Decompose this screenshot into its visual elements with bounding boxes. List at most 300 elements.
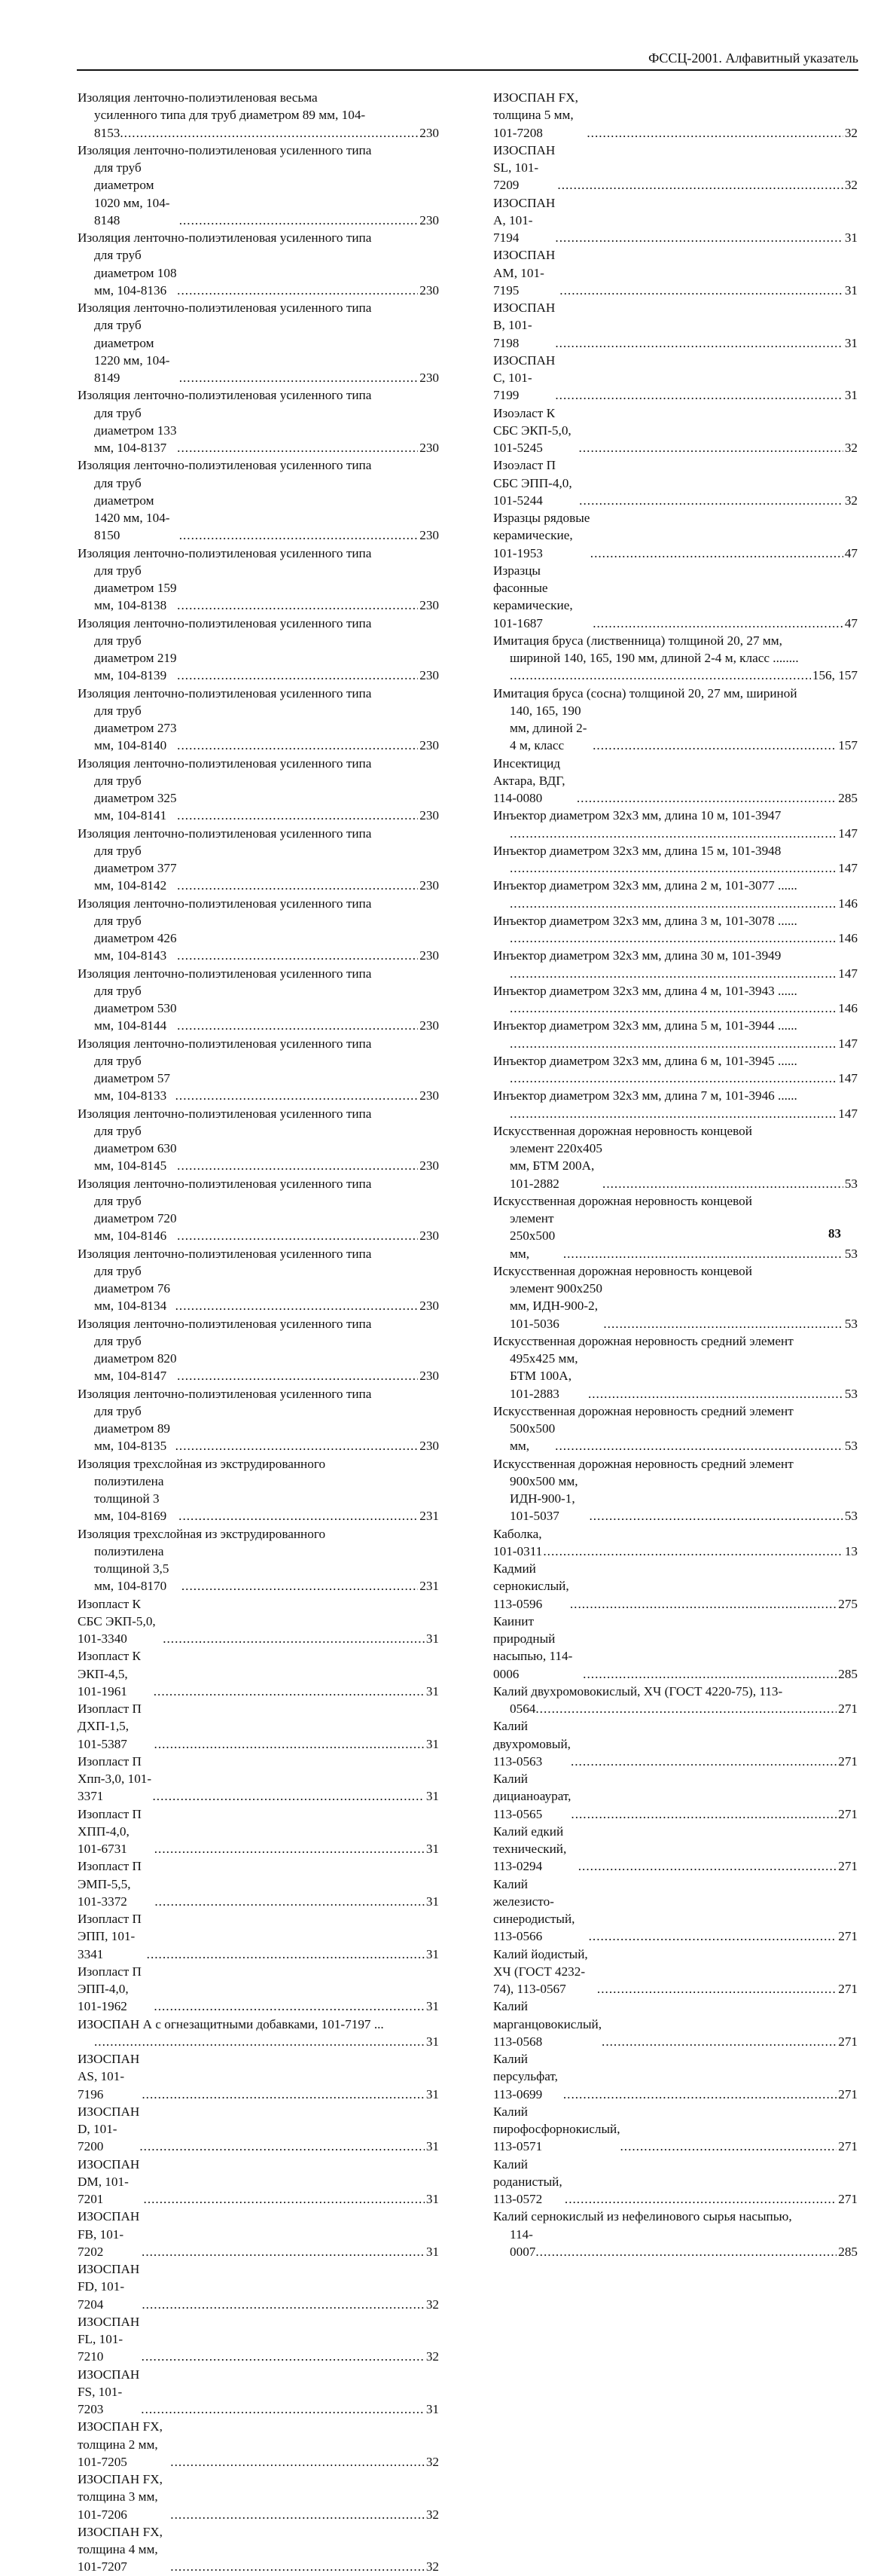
index-entry bbox=[493, 2156, 858, 2208]
index-entry bbox=[493, 1613, 858, 1683]
page-ref: 271 bbox=[838, 1806, 858, 1821]
page-ref: 31 bbox=[844, 388, 858, 403]
entry-text: ИЗОСПАН DM, 101-7201 bbox=[78, 2156, 140, 2206]
leader-dots bbox=[563, 2086, 837, 2103]
leader-dots bbox=[94, 2033, 425, 2050]
index-entry bbox=[493, 1717, 858, 1770]
entry-text: элемент 900x250 мм, ИДН-900-2, 101-5036 bbox=[510, 1281, 602, 1331]
entry-line: Искусственная дорожная неровность концевой bbox=[493, 1123, 752, 1138]
leader-dots bbox=[555, 229, 843, 246]
entry-text: для труб диаметром 57 мм, 104-8133 bbox=[94, 1053, 171, 1103]
entry-last-line bbox=[493, 89, 858, 142]
entry-last-line bbox=[493, 562, 858, 632]
page-ref: 31 bbox=[425, 2402, 439, 2416]
entry-last-line bbox=[78, 2313, 439, 2366]
entry-text: Калий едкий технический, 113-0294 bbox=[493, 1824, 567, 1874]
page-ref: 230 bbox=[419, 878, 439, 893]
index-entry bbox=[78, 1753, 439, 1805]
entry-last-line bbox=[493, 1070, 858, 1087]
index-entry bbox=[493, 2103, 858, 2156]
entry-last-line bbox=[78, 982, 439, 1035]
entry-text: Калий двухромовый, 113-0563 bbox=[493, 1719, 571, 1769]
leader-dots bbox=[559, 282, 843, 299]
index-entry bbox=[78, 1105, 439, 1175]
entry-text: Изопласт П ЭПП, 101-3341 bbox=[78, 1912, 142, 1961]
entry-line: Искусственная дорожная неровность средний элемент bbox=[493, 1333, 794, 1348]
index-entry bbox=[493, 1876, 858, 1946]
entry-line: Имитация бруса (лиственница) толщиной 20, 27 мм, bbox=[493, 633, 782, 648]
leader-dots bbox=[154, 1735, 425, 1753]
leader-dots bbox=[175, 1297, 419, 1314]
page-ref: 271 bbox=[838, 1859, 858, 1874]
page-ref: 156, 157 bbox=[812, 668, 858, 683]
entry-last-line bbox=[493, 352, 858, 404]
entry-last-line bbox=[493, 246, 858, 299]
leader-dots bbox=[177, 947, 418, 964]
page-ref: 230 bbox=[419, 1088, 439, 1103]
entry-last-line bbox=[78, 1192, 439, 1245]
entry-line: Изоляция ленточно-полиэтиленовая весьма bbox=[78, 90, 318, 105]
leader-dots bbox=[510, 965, 837, 982]
leader-dots bbox=[563, 1245, 843, 1262]
entry-line: Изоляция ленточно-полиэтиленовая усиленного типа bbox=[78, 230, 372, 245]
leader-dots bbox=[177, 1367, 418, 1384]
page-ref: 31 bbox=[425, 2086, 439, 2101]
entry-last-line bbox=[493, 1560, 858, 1613]
entry-text: для труб диаметром 108 мм, 104-8136 bbox=[94, 248, 177, 298]
index-entry bbox=[493, 89, 858, 142]
index-entry bbox=[78, 825, 439, 895]
entry-last-line bbox=[78, 1963, 439, 2016]
page-ref: 147 bbox=[838, 861, 858, 875]
page-ref: 285 bbox=[838, 2244, 858, 2259]
index-entry bbox=[493, 1946, 858, 1998]
entry-last-line bbox=[493, 1876, 858, 1946]
entry-line: Изоляция ленточно-полиэтиленовая усиленного типа bbox=[78, 142, 372, 157]
leader-dots bbox=[179, 526, 419, 544]
leader-dots bbox=[577, 789, 837, 807]
entry-line: Инъектор диаметром 32x3 мм, длина 15 м, 101-3948 bbox=[493, 843, 782, 858]
index-entry bbox=[493, 1998, 858, 2050]
entry-line: Изоляция ленточно-полиэтиленовая усиленного типа bbox=[78, 545, 372, 560]
page-ref: 31 bbox=[425, 2192, 439, 2206]
entry-last-line bbox=[78, 1402, 439, 1455]
index-entry bbox=[493, 142, 858, 194]
page-ref: 230 bbox=[419, 1369, 439, 1384]
entry-text: для труб диаметром 630 мм, 104-8145 bbox=[94, 1123, 177, 1174]
index-entry bbox=[493, 194, 858, 247]
entry-text: Калий дицианоаурат, 113-0565 bbox=[493, 1772, 571, 1821]
entry-text: полиэтилена толщиной 3,5 мм, 104-8170 bbox=[94, 1543, 169, 1594]
entry-last-line bbox=[78, 1473, 439, 1525]
entry-text: Калий роданистый, 113-0572 bbox=[493, 2156, 562, 2206]
page-ref: 230 bbox=[419, 371, 439, 385]
entry-line: Инъектор диаметром 32x3 мм, длина 3 м, 101-3078 ...... bbox=[493, 913, 797, 928]
index-entry bbox=[78, 1700, 439, 1753]
index-entry bbox=[78, 2366, 439, 2419]
index-entry bbox=[493, 1525, 858, 1561]
entry-last-line bbox=[493, 142, 858, 194]
entry-last-line bbox=[493, 755, 858, 807]
entry-last-line bbox=[493, 1035, 858, 1052]
leader-dots bbox=[181, 1577, 418, 1595]
page-ref: 32 bbox=[844, 493, 858, 508]
entry-line: Искусственная дорожная неровность концевой bbox=[493, 1263, 752, 1278]
index-entry bbox=[493, 877, 858, 912]
entry-text: ИЗОСПАН В, 101-7198 bbox=[493, 301, 556, 350]
page-ref: 31 bbox=[844, 230, 858, 245]
entry-last-line bbox=[78, 246, 439, 299]
entry-text: для труб диаметром 273 мм, 104-8140 bbox=[94, 703, 177, 753]
entry-last-line bbox=[493, 859, 858, 877]
entry-text: ИЗОСПАН AS, 101-7196 bbox=[78, 2052, 140, 2101]
leader-dots bbox=[620, 2138, 837, 2155]
page-ref: 271 bbox=[838, 2034, 858, 2049]
page-ref: 157 bbox=[838, 738, 858, 753]
page-ref: 32 bbox=[425, 2297, 439, 2312]
entry-line: Инъектор диаметром 32x3 мм, длина 6 м, 101-3945 ...... bbox=[493, 1053, 797, 1068]
entry-text: для труб диаметром 133 мм, 104-8137 bbox=[94, 405, 177, 455]
entry-text: Изопласт П ЭПП-4,0, 101-1962 bbox=[78, 1964, 142, 2014]
page-ref: 271 bbox=[838, 1982, 858, 1996]
leader-dots bbox=[177, 282, 418, 299]
leader-dots bbox=[510, 1070, 837, 1087]
entry-text: для труб диаметром 1020 мм, 104-8148 bbox=[94, 160, 170, 227]
page-ref: 230 bbox=[419, 441, 439, 455]
entry-text: Калий марганцовокислый, 113-0568 bbox=[493, 1999, 602, 2049]
entry-text: Изопласт К СБС ЭКП-5,0, 101-3340 bbox=[78, 1596, 156, 1646]
page-ref: 53 bbox=[844, 1246, 858, 1261]
entry-text: ИЗОСПАН FS, 101-7203 bbox=[78, 2367, 140, 2416]
index-entry bbox=[78, 1910, 439, 1963]
leader-dots bbox=[510, 1000, 837, 1017]
page-ref: 271 bbox=[838, 1753, 858, 1769]
entry-line: Имитация бруса (сосна) толщиной 20, 27 мм, шириной bbox=[493, 685, 797, 700]
entry-last-line bbox=[78, 1332, 439, 1385]
page-ref: 31 bbox=[425, 1631, 439, 1646]
page-ref: 53 bbox=[844, 1176, 858, 1191]
entry-last-line bbox=[493, 2226, 858, 2261]
leader-dots bbox=[578, 1857, 837, 1875]
leader-dots bbox=[571, 1805, 837, 1823]
entry-last-line bbox=[78, 2033, 439, 2050]
entry-text: ИЗОСПАН FX, толщина 3 мм, 101-7206 bbox=[78, 2472, 163, 2522]
entry-text: ИЗОСПАН SL, 101-7209 bbox=[493, 142, 556, 193]
entry-text: ИЗОСПАН АМ, 101-7195 bbox=[493, 248, 556, 298]
entry-last-line bbox=[78, 2050, 439, 2103]
entry-text: 8153 bbox=[94, 125, 120, 140]
leader-dots bbox=[589, 1507, 843, 1525]
entry-last-line bbox=[493, 1280, 858, 1332]
leader-dots bbox=[163, 1630, 425, 1647]
entry-last-line bbox=[493, 194, 858, 247]
page-ref: 231 bbox=[419, 1509, 439, 1524]
index-entry bbox=[78, 386, 439, 456]
leader-dots bbox=[177, 877, 418, 894]
page-ref: 31 bbox=[425, 1683, 439, 1699]
leader-dots bbox=[177, 1017, 418, 1034]
entry-last-line bbox=[78, 404, 439, 457]
leader-dots bbox=[593, 737, 837, 754]
entry-line: Изоляция трехслойная из экструдированного bbox=[78, 1526, 326, 1541]
page-ref: 271 bbox=[838, 1702, 858, 1716]
entry-last-line bbox=[78, 562, 439, 615]
page-ref: 230 bbox=[419, 598, 439, 613]
entry-line: Изоляция ленточно-полиэтиленовая усиленного типа bbox=[78, 1036, 372, 1051]
page-number: 83 bbox=[828, 1226, 841, 1241]
page-ref: 32 bbox=[425, 2454, 439, 2469]
entry-text: Каболка, 101-0311 bbox=[493, 1526, 543, 1558]
index-entry bbox=[493, 1087, 858, 1122]
index-entry bbox=[78, 2050, 439, 2103]
page-ref: 31 bbox=[844, 282, 858, 298]
index-entry bbox=[493, 1052, 858, 1088]
leader-dots bbox=[177, 439, 418, 456]
entry-last-line bbox=[493, 404, 858, 457]
page-ref: 53 bbox=[844, 1439, 858, 1454]
page-ref: 271 bbox=[838, 2139, 858, 2154]
entry-text: ИЗОСПАН FB, 101-7202 bbox=[78, 2209, 140, 2259]
leader-dots bbox=[535, 1700, 837, 1717]
index-entry bbox=[78, 2208, 439, 2260]
entry-line: ИЗОСПАН А с огнезащитными добавками, 101-7197 ... bbox=[78, 2016, 384, 2031]
entry-last-line bbox=[493, 1210, 858, 1262]
index-entry bbox=[78, 1035, 439, 1105]
entry-last-line bbox=[78, 1857, 439, 1910]
entry-line: Инъектор диаметром 32x3 мм, длина 2 м, 101-3077 ...... bbox=[493, 878, 797, 893]
entry-text: Калий персульфат, 113-0699 bbox=[493, 2052, 558, 2101]
entry-text: ИЗОСПАН D, 101-7200 bbox=[78, 2104, 140, 2154]
index-entry bbox=[78, 2260, 439, 2313]
leader-dots bbox=[510, 1105, 837, 1122]
entry-text: Изразцы фасонные керамические, 101-1687 bbox=[493, 563, 573, 630]
page-ref: 147 bbox=[838, 826, 858, 841]
leader-dots bbox=[179, 212, 419, 229]
entry-text: для труб диаметром 1220 мм, 104-8149 bbox=[94, 318, 170, 385]
entry-line: Инъектор диаметром 32x3 мм, длина 30 м, 101-3949 bbox=[493, 948, 782, 963]
entry-text: для труб диаметром 720 мм, 104-8146 bbox=[94, 1193, 177, 1244]
page-ref: 147 bbox=[838, 966, 858, 981]
entry-last-line bbox=[78, 2523, 439, 2576]
page-ref: 32 bbox=[425, 2349, 439, 2364]
entry-last-line bbox=[493, 2103, 858, 2156]
page-ref: 230 bbox=[419, 1018, 439, 1033]
entry-last-line bbox=[78, 475, 439, 545]
index-entry bbox=[78, 2156, 439, 2208]
page-ref: 230 bbox=[419, 1158, 439, 1174]
entry-last-line bbox=[493, 1998, 858, 2050]
page-ref: 32 bbox=[844, 178, 858, 193]
leader-dots bbox=[602, 1175, 843, 1192]
page-ref: 53 bbox=[844, 1509, 858, 1524]
entry-last-line bbox=[78, 912, 439, 965]
leader-dots bbox=[593, 615, 843, 632]
leader-dots bbox=[510, 1035, 837, 1052]
index-entry bbox=[78, 2418, 439, 2471]
index-entry bbox=[78, 1805, 439, 1858]
entry-text: 140, 165, 190 мм, длиной 2-4 м, класс bbox=[510, 703, 587, 753]
index-entry bbox=[493, 912, 858, 948]
leader-dots bbox=[565, 2190, 837, 2208]
entry-line: Изоляция ленточно-полиэтиленовая усиленного типа bbox=[78, 685, 372, 700]
entry-last-line bbox=[493, 1717, 858, 1770]
leader-dots bbox=[177, 597, 418, 614]
page-ref: 31 bbox=[425, 1946, 439, 1961]
leader-dots bbox=[571, 1753, 837, 1770]
index-entry bbox=[493, 755, 858, 807]
entry-text: для труб диаметром 426 мм, 104-8143 bbox=[94, 913, 177, 963]
entry-last-line bbox=[78, 1595, 439, 1648]
index-entry bbox=[78, 1963, 439, 2016]
leader-dots bbox=[144, 2190, 425, 2208]
index-entry bbox=[78, 1385, 439, 1455]
index-entry bbox=[493, 456, 858, 509]
entry-line: Изоляция ленточно-полиэтиленовая усиленного типа bbox=[78, 896, 372, 911]
entry-last-line bbox=[78, 772, 439, 825]
entry-last-line bbox=[493, 2156, 858, 2208]
entry-last-line bbox=[493, 456, 858, 509]
index-entry bbox=[493, 685, 858, 755]
entry-line: Изоляция ленточно-полиэтиленовая усиленного типа bbox=[78, 458, 372, 473]
index-entry bbox=[78, 1245, 439, 1315]
header-title: ФССЦ-2001. Алфавитный указатель bbox=[648, 50, 858, 66]
entry-text: 114-0007 bbox=[510, 2227, 536, 2259]
entry-text: Изопласт П ХПП-4,0, 101-6731 bbox=[78, 1806, 142, 1856]
index-entry bbox=[78, 755, 439, 825]
leader-dots bbox=[141, 2401, 425, 2418]
entry-last-line bbox=[493, 1350, 858, 1402]
index-entry bbox=[78, 2103, 439, 2156]
entry-line: Инъектор диаметром 32x3 мм, длина 4 м, 101-3943 ...... bbox=[493, 983, 797, 998]
page-ref: 275 bbox=[838, 1596, 858, 1611]
entry-text: Изопласт П ЭМП-5,5, 101-3372 bbox=[78, 1859, 142, 1909]
entry-last-line bbox=[493, 702, 858, 755]
page-ref: 13 bbox=[844, 1543, 858, 1558]
index-column-left bbox=[78, 89, 439, 2576]
index-entry bbox=[493, 1455, 858, 1525]
index-entry bbox=[78, 545, 439, 615]
page-ref: 230 bbox=[419, 668, 439, 683]
leader-dots bbox=[555, 1437, 843, 1454]
index-entry bbox=[493, 2208, 858, 2260]
index-entry bbox=[493, 842, 858, 877]
entry-last-line bbox=[493, 1823, 858, 1876]
entry-text: Каинит природный насыпью, 114-0006 bbox=[493, 1613, 573, 1681]
entry-last-line bbox=[493, 825, 858, 842]
entry-last-line bbox=[78, 316, 439, 386]
entry-last-line bbox=[78, 1052, 439, 1105]
entry-last-line bbox=[78, 2418, 439, 2471]
entry-last-line bbox=[78, 1543, 439, 1595]
entry-last-line bbox=[493, 1140, 858, 1192]
index-entry bbox=[78, 2471, 439, 2523]
page-ref: 47 bbox=[844, 615, 858, 630]
index-entry bbox=[78, 685, 439, 755]
leader-dots bbox=[177, 737, 418, 754]
index-entry bbox=[78, 1525, 439, 1595]
page-ref: 271 bbox=[838, 1929, 858, 1944]
entry-last-line bbox=[78, 2471, 439, 2523]
index-column-right bbox=[493, 89, 858, 2260]
leader-dots bbox=[170, 2506, 425, 2523]
page-ref: 230 bbox=[419, 1299, 439, 1314]
entry-line: Инъектор диаметром 32x3 мм, длина 10 м, 101-3947 bbox=[493, 808, 782, 823]
entry-last-line bbox=[78, 2260, 439, 2313]
index-entry bbox=[78, 456, 439, 544]
entry-text: для труб диаметром 76 мм, 104-8134 bbox=[94, 1263, 171, 1314]
entry-text: ИЗОСПАН FX, толщина 4 мм, 101-7207 bbox=[78, 2524, 163, 2574]
index-entry bbox=[78, 1455, 439, 1525]
page-ref: 47 bbox=[844, 545, 858, 560]
entry-text: для труб диаметром 820 мм, 104-8147 bbox=[94, 1333, 177, 1384]
page-ref: 146 bbox=[838, 896, 858, 911]
entry-last-line bbox=[493, 1105, 858, 1122]
entry-last-line bbox=[78, 2366, 439, 2419]
entry-last-line bbox=[493, 509, 858, 562]
leader-dots bbox=[142, 2296, 424, 2313]
index-entry bbox=[78, 89, 439, 142]
leader-dots bbox=[570, 1595, 837, 1613]
entry-line: Изоляция ленточно-полиэтиленовая усиленного типа bbox=[78, 615, 372, 630]
entry-last-line bbox=[493, 1613, 858, 1683]
page-ref: 230 bbox=[419, 1439, 439, 1454]
entry-text: для труб диаметром 159 мм, 104-8138 bbox=[94, 563, 177, 613]
page-ref: 230 bbox=[419, 125, 439, 140]
entry-text: Изразцы рядовые керамические, 101-1953 bbox=[493, 511, 590, 560]
entry-text: для труб диаметром 530 мм, 104-8144 bbox=[94, 983, 177, 1033]
entry-line: Изоляция ленточно-полиэтиленовая усиленного типа bbox=[78, 388, 372, 403]
leader-dots bbox=[602, 2033, 837, 2050]
index-entry bbox=[493, 562, 858, 632]
page-ref: 53 bbox=[844, 1386, 858, 1401]
page-ref: 31 bbox=[425, 2139, 439, 2154]
entry-text: 495x425 мм, БТМ 100А, 101-2883 bbox=[510, 1351, 578, 1401]
entry-text: для труб диаметром 89 мм, 104-8135 bbox=[94, 1403, 171, 1454]
entry-line: шириной 140, 165, 190 мм, длиной 2-4 м, класс ........ bbox=[510, 651, 799, 665]
entry-line: Искусственная дорожная неровность концевой bbox=[493, 1193, 752, 1208]
index-entry bbox=[493, 246, 858, 299]
entry-last-line bbox=[493, 2050, 858, 2103]
leader-dots bbox=[177, 667, 418, 684]
index-entry bbox=[78, 1595, 439, 1648]
index-entry bbox=[493, 982, 858, 1018]
entry-last-line bbox=[78, 2103, 439, 2156]
entry-line: Калий двухромовокислый, ХЧ (ГОСТ 4220-75), 113- bbox=[493, 1683, 783, 1699]
index-entry bbox=[493, 632, 858, 685]
entry-line: Изоляция ленточно-полиэтиленовая усиленного типа bbox=[78, 1246, 372, 1261]
page-ref: 146 bbox=[838, 1001, 858, 1015]
index-entry bbox=[78, 1647, 439, 1700]
leader-dots bbox=[510, 825, 837, 842]
leader-dots bbox=[588, 1385, 843, 1402]
leader-dots bbox=[154, 1893, 424, 1910]
index-entry bbox=[493, 1402, 858, 1455]
leader-dots bbox=[510, 895, 837, 912]
page-ref: 230 bbox=[419, 282, 439, 298]
entry-last-line bbox=[493, 299, 858, 352]
entry-text: Изопласт П ДХП-1,5, 101-5387 bbox=[78, 1702, 142, 1751]
entry-text: 500x500 мм, bbox=[510, 1421, 556, 1454]
entry-line: Изоляция ленточно-полиэтиленовая усиленного типа bbox=[78, 1316, 372, 1331]
page-ref: 31 bbox=[425, 2244, 439, 2259]
entry-last-line bbox=[78, 632, 439, 685]
entry-line: Искусственная дорожная неровность средний элемент bbox=[493, 1403, 794, 1418]
index-entry bbox=[78, 142, 439, 229]
index-entry bbox=[493, 807, 858, 842]
entry-text: полиэтилена толщиной 3 мм, 104-8169 bbox=[94, 1473, 167, 1524]
index-entry bbox=[493, 1560, 858, 1613]
leader-dots bbox=[597, 1980, 837, 1998]
